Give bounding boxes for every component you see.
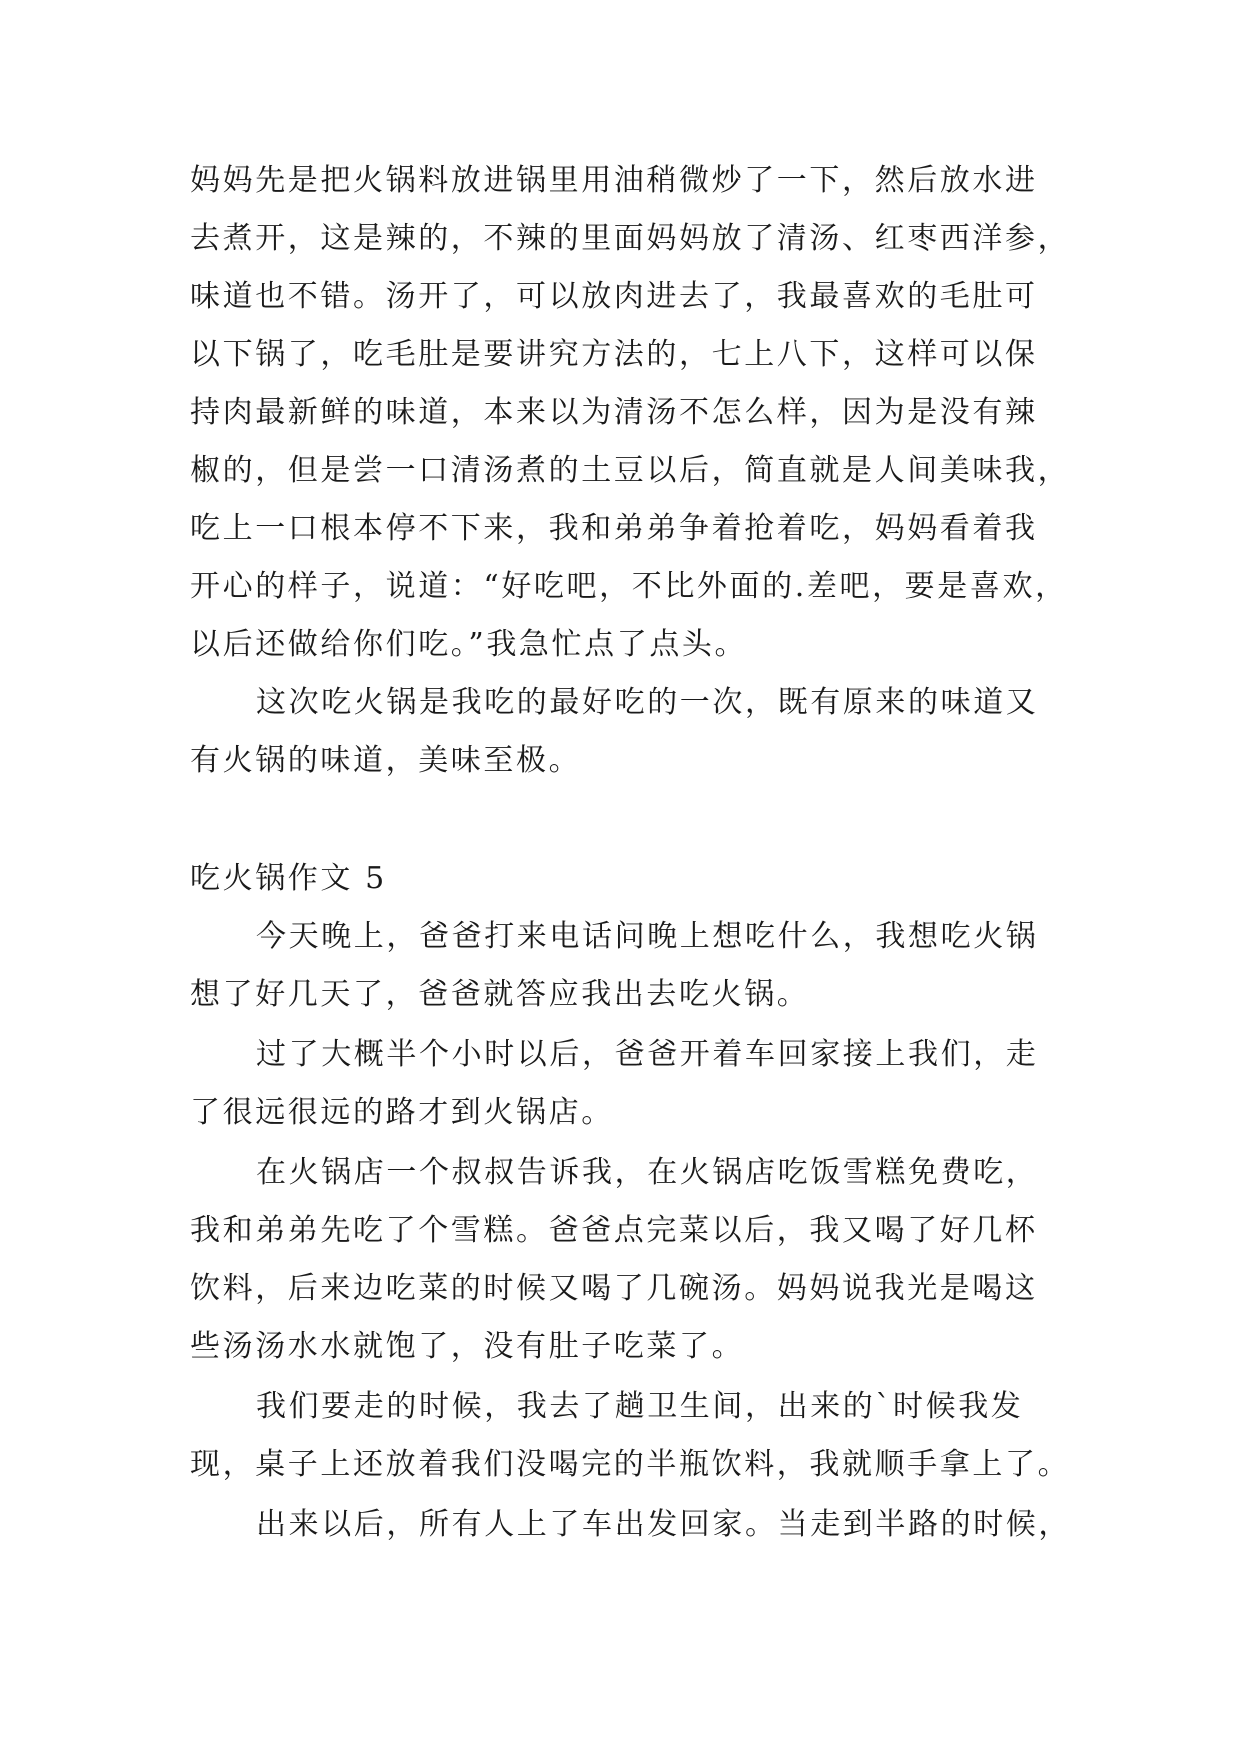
paragraph-2-line-1: 这次吃火锅是我吃的最好吃的一次，既有原来的味道又 [256, 685, 1039, 720]
essay-heading: 吃火锅作文 5 [190, 861, 387, 896]
paragraph-5-line-3: 饮料，后来边吃菜的时候又喝了几碗汤。妈妈说我光是喝这 [190, 1271, 1038, 1306]
paragraph-1-line-7: 吃上一口根本停不下来，我和弟弟争着抢着吃，妈妈看着我 [190, 511, 1038, 546]
paragraph-1-line-3: 味道也不错。汤开了，可以放肉进去了，我最喜欢的毛肚可 [190, 279, 1038, 314]
paragraph-4-line-1: 过了大概半个小时以后，爸爸开着车回家接上我们，走 [256, 1037, 1039, 1072]
paragraph-4-line-2: 了很远很远的路才到火锅店。 [190, 1095, 614, 1130]
paragraph-5-line-2: 我和弟弟先吃了个雪糕。爸爸点完菜以后，我又喝了好几杯 [190, 1213, 1038, 1248]
paragraph-5-line-1: 在火锅店一个叔叔告诉我，在火锅店吃饭雪糕免费吃， [256, 1155, 1039, 1190]
paragraph-1-line-1: 妈妈先是把火锅料放进锅里用油稍微炒了一下，然后放水进 [190, 163, 1038, 198]
paragraph-6-line-2: 现，桌子上还放着我们没喝完的半瓶饮料，我就顺手拿上了。 [190, 1447, 1071, 1482]
paragraph-1-line-6: 椒的，但是尝一口清汤煮的土豆以后，简直就是人间美味我， [190, 453, 1071, 488]
paragraph-6-line-1: 我们要走的时候，我去了趟卫生间，出来的`时候我发 [256, 1389, 1024, 1424]
paragraph-1-line-4: 以下锅了，吃毛肚是要讲究方法的，七上八下，这样可以保 [190, 337, 1038, 372]
paragraph-3-line-1: 今天晚上，爸爸打来电话问晚上想吃什么，我想吃火锅 [256, 919, 1039, 954]
paragraph-2-line-2: 有火锅的味道，美味至极。 [190, 743, 582, 778]
paragraph-1-line-5: 持肉最新鲜的味道，本来以为清汤不怎么样，因为是没有辣 [190, 395, 1038, 430]
paragraph-1-line-2: 去煮开，这是辣的，不辣的里面妈妈放了清汤、红枣西洋参， [190, 221, 1071, 256]
document-body [190, 0, 1070, 1754]
paragraph-3-line-2: 想了好几天了，爸爸就答应我出去吃火锅。 [190, 977, 810, 1012]
paragraph-1-line-9: 以后还做给你们吃。”我急忙点了点头。 [190, 627, 748, 662]
paragraph-1-line-8: 开心的样子，说道：“好吃吧，不比外面的.差吧，要是喜欢， [190, 569, 1068, 604]
paragraph-7-line-1: 出来以后，所有人上了车出发回家。当走到半路的时候， [256, 1507, 1071, 1542]
paragraph-5-line-4: 些汤汤水水就饱了，没有肚子吃菜了。 [190, 1329, 745, 1364]
